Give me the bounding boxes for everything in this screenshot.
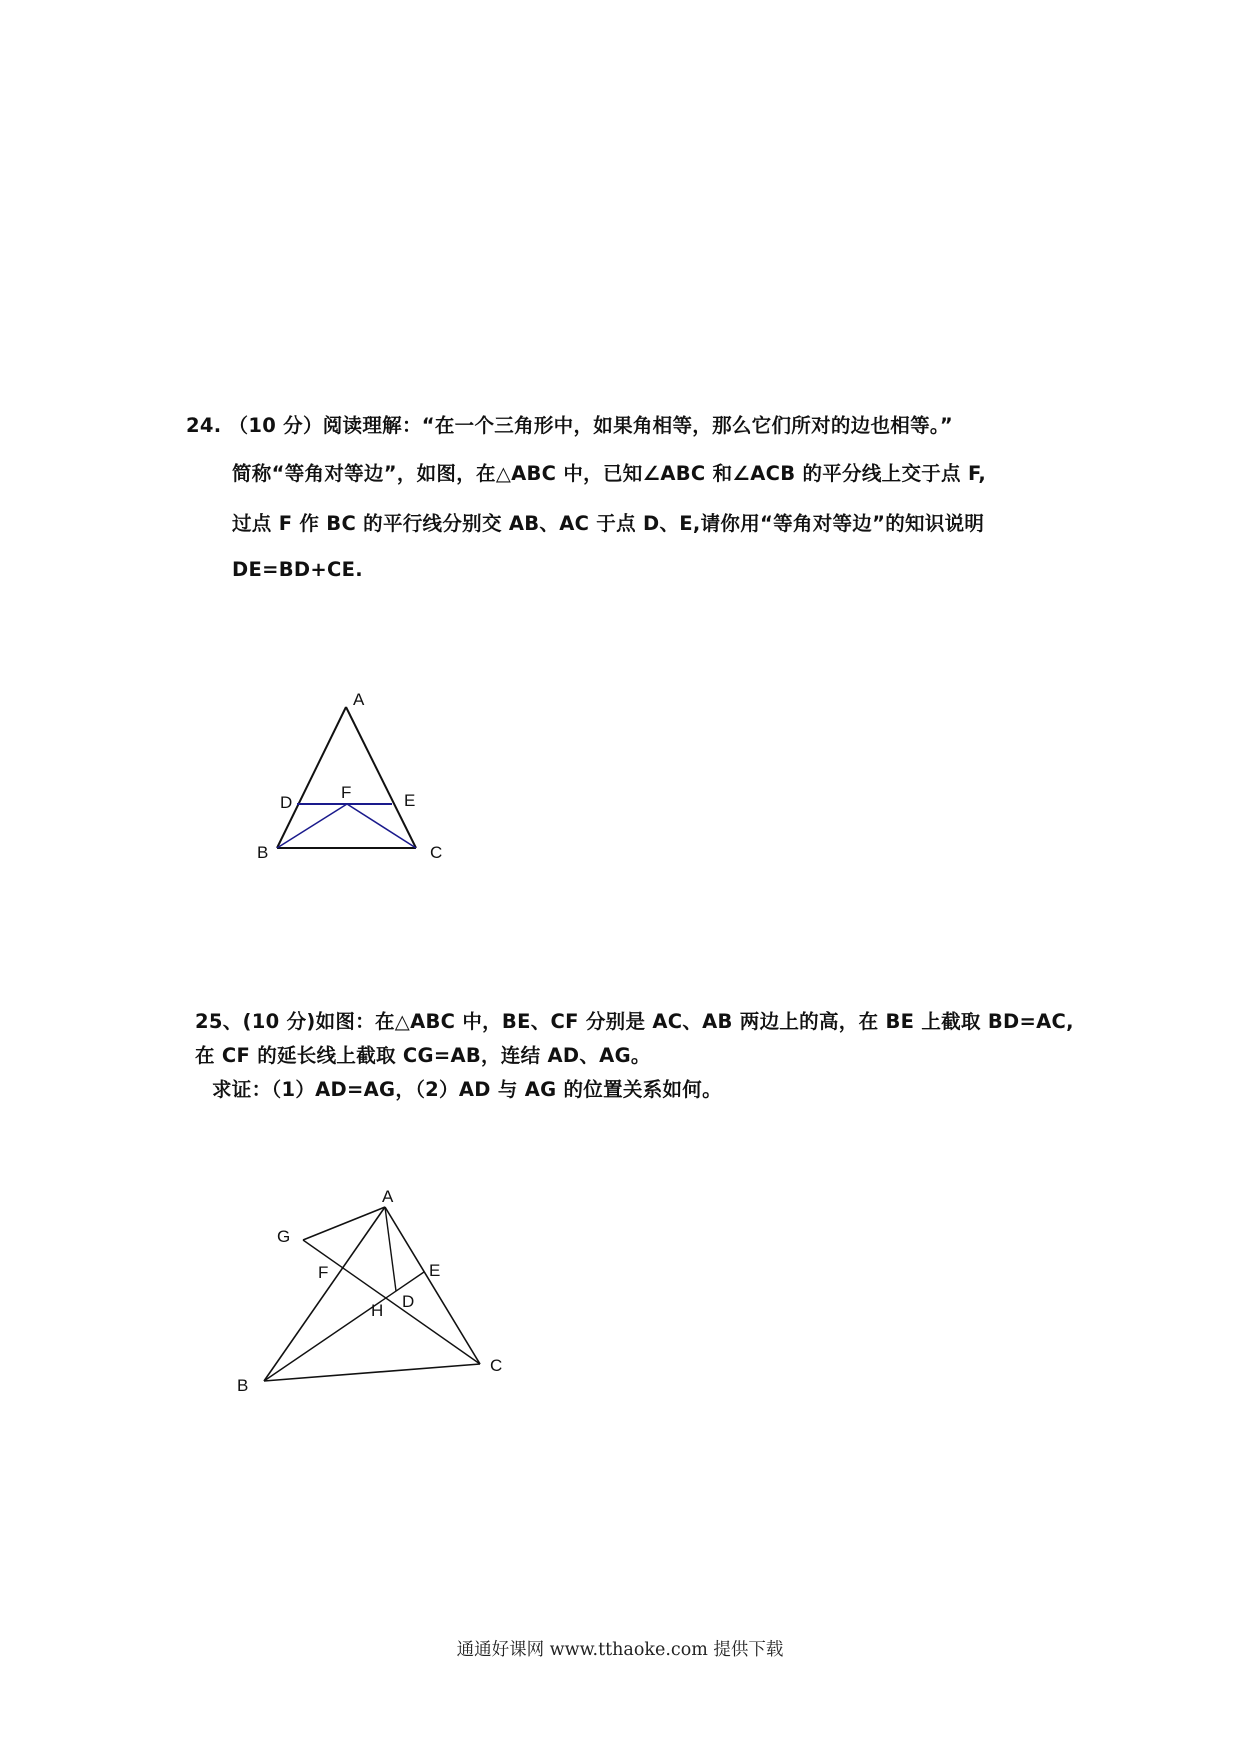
q25-segment-ad [385, 1207, 396, 1291]
q24-label-e: E [404, 791, 416, 810]
q25-label-a: A [382, 1187, 394, 1206]
q24-triangle-figure [250, 680, 470, 870]
q24-line-1: 24. （10 分）阅读理解：“在一个三角形中，如果角相等，那么它们所对的边也相等。” [186, 414, 954, 437]
q25-label-c: C [490, 1356, 503, 1375]
q25-line-3: 求证：（1）AD=AG，（2）AD 与 AG 的位置关系如何。 [212, 1078, 722, 1101]
footer-source-line: 通通好课网 www.tthaoke.com 提供下载 [456, 1640, 784, 1660]
q25-side-bc [264, 1364, 480, 1381]
q25-label-f: F [318, 1263, 329, 1282]
q24-line-2: 简称“等角对等边”，如图，在△ABC 中，已知∠ABC 和∠ACB 的平分线上交于点 F, [232, 462, 987, 485]
q24-label-d: D [280, 793, 293, 812]
q25-altitude-be [264, 1272, 424, 1381]
q25-label-h: H [371, 1301, 384, 1320]
q24-label-f: F [341, 783, 352, 802]
q25-side-ac [385, 1207, 480, 1364]
q25-label-g: G [277, 1227, 291, 1246]
q25-label-b: B [237, 1376, 249, 1395]
q25-triangle-figure [237, 1187, 530, 1395]
q25-label-e: E [429, 1261, 441, 1280]
q24-side-ac [346, 707, 416, 848]
q24-label-a: A [353, 690, 365, 709]
q24-line-4: DE=BD+CE. [232, 558, 363, 581]
q25-line-2: 在 CF 的延长线上截取 CG=AB，连结 AD、AG。 [195, 1044, 651, 1067]
q24-line-3: 过点 F 作 BC 的平行线分别交 AB、AC 于点 D、E,请你用“等角对等边”的知识说明 [232, 512, 985, 535]
q25-line-1: 25、(10 分)如图：在△ABC 中，BE、CF 分别是 AC、AB 两边上的高，在 BE 上截取 BD=AC, [195, 1010, 1074, 1033]
q25-label-d: D [402, 1292, 415, 1311]
q24-label-c: C [430, 843, 443, 862]
q24-label-b: B [257, 843, 269, 862]
